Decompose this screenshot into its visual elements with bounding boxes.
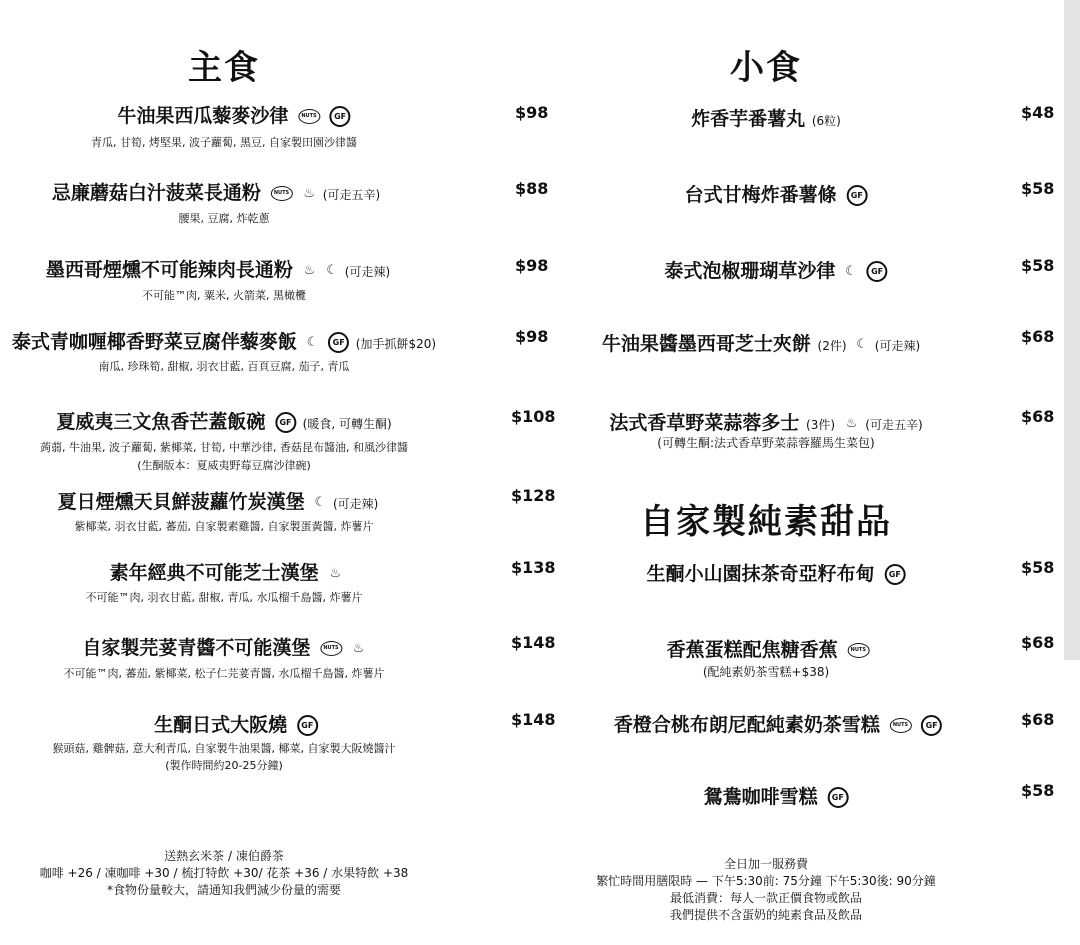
main-item-1-price: $88 <box>515 179 549 198</box>
mains-heading: 主食 <box>188 48 260 88</box>
dessert-item-1-name: 香蕉蛋糕配焦糖香蕉 <box>666 639 838 661</box>
main-item-3-desc: 南瓜, 珍珠筍, 甜椒, 羽衣甘藍, 百頁豆腐, 茄子, 青瓜 <box>98 360 350 373</box>
snack-item-3-name: 牛油果醬墨西哥芝士夾餅 <box>601 333 811 355</box>
main-item-0-name: 牛油果西瓜藜麥沙律 <box>117 105 289 127</box>
snack-item-0 <box>691 104 841 131</box>
main-item-5 <box>58 487 379 514</box>
main-item-4-note: (暖食, 可轉生酮) <box>302 417 392 431</box>
snack-item-2-price: $58 <box>1021 256 1055 275</box>
snack-item-3-note: (2件) <box>817 339 847 353</box>
page-edge-bar <box>1064 0 1080 660</box>
main-item-1-desc: 腰果, 豆腐, 炸乾蔥 <box>178 212 270 225</box>
snack-item-3-price: $68 <box>1021 327 1055 346</box>
dessert-item-0-price: $58 <box>1021 558 1055 577</box>
snack-item-2 <box>664 256 887 283</box>
garlic-icon: ♨ <box>303 262 316 278</box>
main-item-8 <box>154 710 318 737</box>
main-item-1-name: 忌廉蘑菇白汁菠菜長通粉 <box>51 182 261 204</box>
main-item-5-price: $128 <box>511 486 556 505</box>
dessert-item-1 <box>667 635 870 662</box>
main-item-7 <box>82 633 365 660</box>
main-item-0 <box>117 101 350 128</box>
main-item-1 <box>52 178 380 205</box>
main-item-7-name: 自家製芫荽青醬不可能漢堡 <box>82 637 311 659</box>
dessert-item-0 <box>647 559 906 586</box>
main-item-6 <box>110 558 343 585</box>
main-item-6-price: $138 <box>511 558 556 577</box>
main-item-3 <box>12 327 436 354</box>
main-item-6-name: 素年經典不可能芝士漢堡 <box>109 562 319 584</box>
main-item-0-price: $98 <box>515 103 549 122</box>
chili-icon: ☾ <box>326 262 338 278</box>
gluten-free-icon: GF <box>921 715 942 736</box>
main-item-4-desc-2: (生酮版本：夏威夷野莓豆腐沙律碗) <box>137 459 311 472</box>
footer-left <box>40 848 409 899</box>
footer-right-line-2: 繁忙時間用膳限時 — 下午5:30前: 75分鐘 下午5:30後: 90分鐘 <box>596 874 936 888</box>
snack-item-4-note-2: (可走五辛) <box>865 418 923 432</box>
main-item-2-price: $98 <box>515 256 549 275</box>
snack-item-4-desc: (可轉生酮:法式香草野菜蒜蓉羅馬生菜包) <box>657 436 875 450</box>
chili-icon: ☾ <box>314 494 327 510</box>
snack-item-1 <box>685 180 868 207</box>
main-item-0-desc: 青瓜, 甘筍, 烤堅果, 波子蘿蔔, 黑豆, 自家製田園沙律醬 <box>91 136 357 149</box>
snack-item-3-note-2: (可走辣) <box>874 339 921 353</box>
garlic-icon: ♨ <box>352 640 365 656</box>
dessert-item-1-price: $68 <box>1021 633 1055 652</box>
main-item-4-price: $108 <box>511 407 556 426</box>
dessert-item-3 <box>704 782 849 809</box>
footer-right-line-1: 全日加一服務費 <box>723 857 808 871</box>
snack-item-4 <box>609 408 922 435</box>
snack-item-4-name: 法式香草野菜蒜蓉多士 <box>609 412 800 434</box>
snack-item-2-name: 泰式泡椒珊瑚草沙律 <box>664 260 836 282</box>
main-item-5-name: 夏日煙燻天貝鮮菠蘿竹炭漢堡 <box>57 491 305 513</box>
footer-left-line-2: 咖啡 +26 / 凍咖啡 +30 / 梳打特飲 +30/ 花茶 +36 / 水果特飲 +38 <box>39 866 409 880</box>
main-item-6-desc: 不可能™肉, 羽衣甘藍, 甜椒, 青瓜, 水瓜榴千島醬, 炸薯片 <box>85 591 363 604</box>
main-item-5-desc: 紫椰菜, 羽衣甘藍, 蕃茄, 自家製素雞醬, 自家製蛋黃醬, 炸薯片 <box>74 520 374 533</box>
snack-item-1-name: 台式甘梅炸番薯條 <box>684 184 837 206</box>
main-item-1-note: (可走五辛) <box>322 188 381 202</box>
gluten-free-icon: GF <box>330 106 351 127</box>
footer-right-line-4: 我們提供不含蛋奶的純素食品及飲品 <box>669 908 862 922</box>
snack-item-3 <box>602 329 920 356</box>
footer-left-line-1: 送熱玄米茶 / 凍伯爵茶 <box>164 849 284 863</box>
gluten-free-icon: GF <box>827 787 848 808</box>
main-item-2-desc: 不可能™肉, 粟米, 火箭菜, 黑橄欖 <box>142 289 306 302</box>
chili-icon: ☾ <box>306 334 319 350</box>
desserts-heading: 自家製純素甜品 <box>640 502 892 542</box>
main-item-4-name: 夏威夷三文魚香芒蓋飯碗 <box>56 411 266 433</box>
main-item-3-price: $98 <box>515 327 549 346</box>
main-item-2-name: 墨西哥煙燻不可能辣肉長通粉 <box>45 259 293 281</box>
dessert-item-3-price: $58 <box>1021 781 1055 800</box>
garlic-icon: ♨ <box>329 565 342 581</box>
footer-left-line-3: *食物份量較大，請通知我們減少份量的需要 <box>106 883 342 897</box>
snack-item-0-price: $48 <box>1021 103 1055 122</box>
dessert-item-1-desc: (配純素奶茶雪糕+$38) <box>702 665 830 679</box>
footer-right <box>596 856 936 924</box>
snack-item-4-note: (3件) <box>806 418 836 432</box>
main-item-8-desc: 猴頭菇, 雞髀菇, 意大利青瓜, 自家製牛油果醬, 椰菜, 自家製大阪燒醬汁 <box>52 742 396 755</box>
chili-icon: ☾ <box>845 263 857 279</box>
snack-item-1-price: $58 <box>1021 179 1055 198</box>
gluten-free-icon: GF <box>846 185 867 206</box>
dessert-item-2-name: 香橙合桃布朗尼配純素奶茶雪糕 <box>613 714 880 736</box>
main-item-4-desc: 蒟蒻, 牛油果, 波子蘿蔔, 紫椰菜, 甘筍, 中華沙律, 香菇昆布醬油, 和風沙律醬 <box>40 441 408 454</box>
snack-item-4-price: $68 <box>1021 407 1055 426</box>
main-item-2-note: (可走辣) <box>344 265 391 279</box>
chili-icon: ☾ <box>856 336 868 352</box>
gluten-free-icon: GF <box>328 332 349 353</box>
dessert-item-0-name: 生酮小山園抹茶奇亞籽布甸 <box>646 563 875 585</box>
garlic-icon: ♨ <box>845 415 858 431</box>
main-item-8-desc-2: (製作時間約20-25分鐘) <box>165 759 283 772</box>
dessert-item-3-name: 鴛鴦咖啡雪糕 <box>703 786 818 808</box>
footer-right-line-3: 最低消費：每人一款正價食物或飲品 <box>669 891 862 905</box>
garlic-icon: ♨ <box>303 185 315 201</box>
snack-item-0-name: 炸香芋番薯丸 <box>691 108 806 130</box>
main-item-5-note: (可走辣) <box>332 497 379 511</box>
dessert-item-2-price: $68 <box>1021 710 1055 729</box>
gluten-free-icon: GF <box>884 564 905 585</box>
gluten-free-icon: GF <box>297 715 318 736</box>
nuts-icon: NUTS <box>890 718 912 733</box>
main-item-3-note: (加手抓餅$20) <box>355 337 437 351</box>
gluten-free-icon: GF <box>275 412 296 433</box>
main-item-8-name: 生酮日式大阪燒 <box>154 714 288 736</box>
nuts-icon: NUTS <box>320 641 342 656</box>
nuts-icon: NUTS <box>847 643 869 658</box>
nuts-icon: NUTS <box>271 186 293 201</box>
main-item-7-price: $148 <box>511 633 556 652</box>
main-item-3-name: 泰式青咖喱椰香野菜豆腐伴藜麥飯 <box>11 331 297 353</box>
snack-item-0-note: (6粒) <box>811 114 841 128</box>
main-item-2 <box>46 255 390 282</box>
gluten-free-icon: GF <box>867 261 888 282</box>
main-item-8-price: $148 <box>511 710 556 729</box>
snacks-heading: 小食 <box>730 48 802 88</box>
main-item-7-desc: 不可能™肉, 蕃茄, 紫椰菜, 松子仁芫荽青醬, 水瓜榴千島醬, 炸薯片 <box>63 667 385 680</box>
dessert-item-2 <box>614 710 942 737</box>
nuts-icon: NUTS <box>298 109 320 124</box>
main-item-4 <box>56 407 391 434</box>
